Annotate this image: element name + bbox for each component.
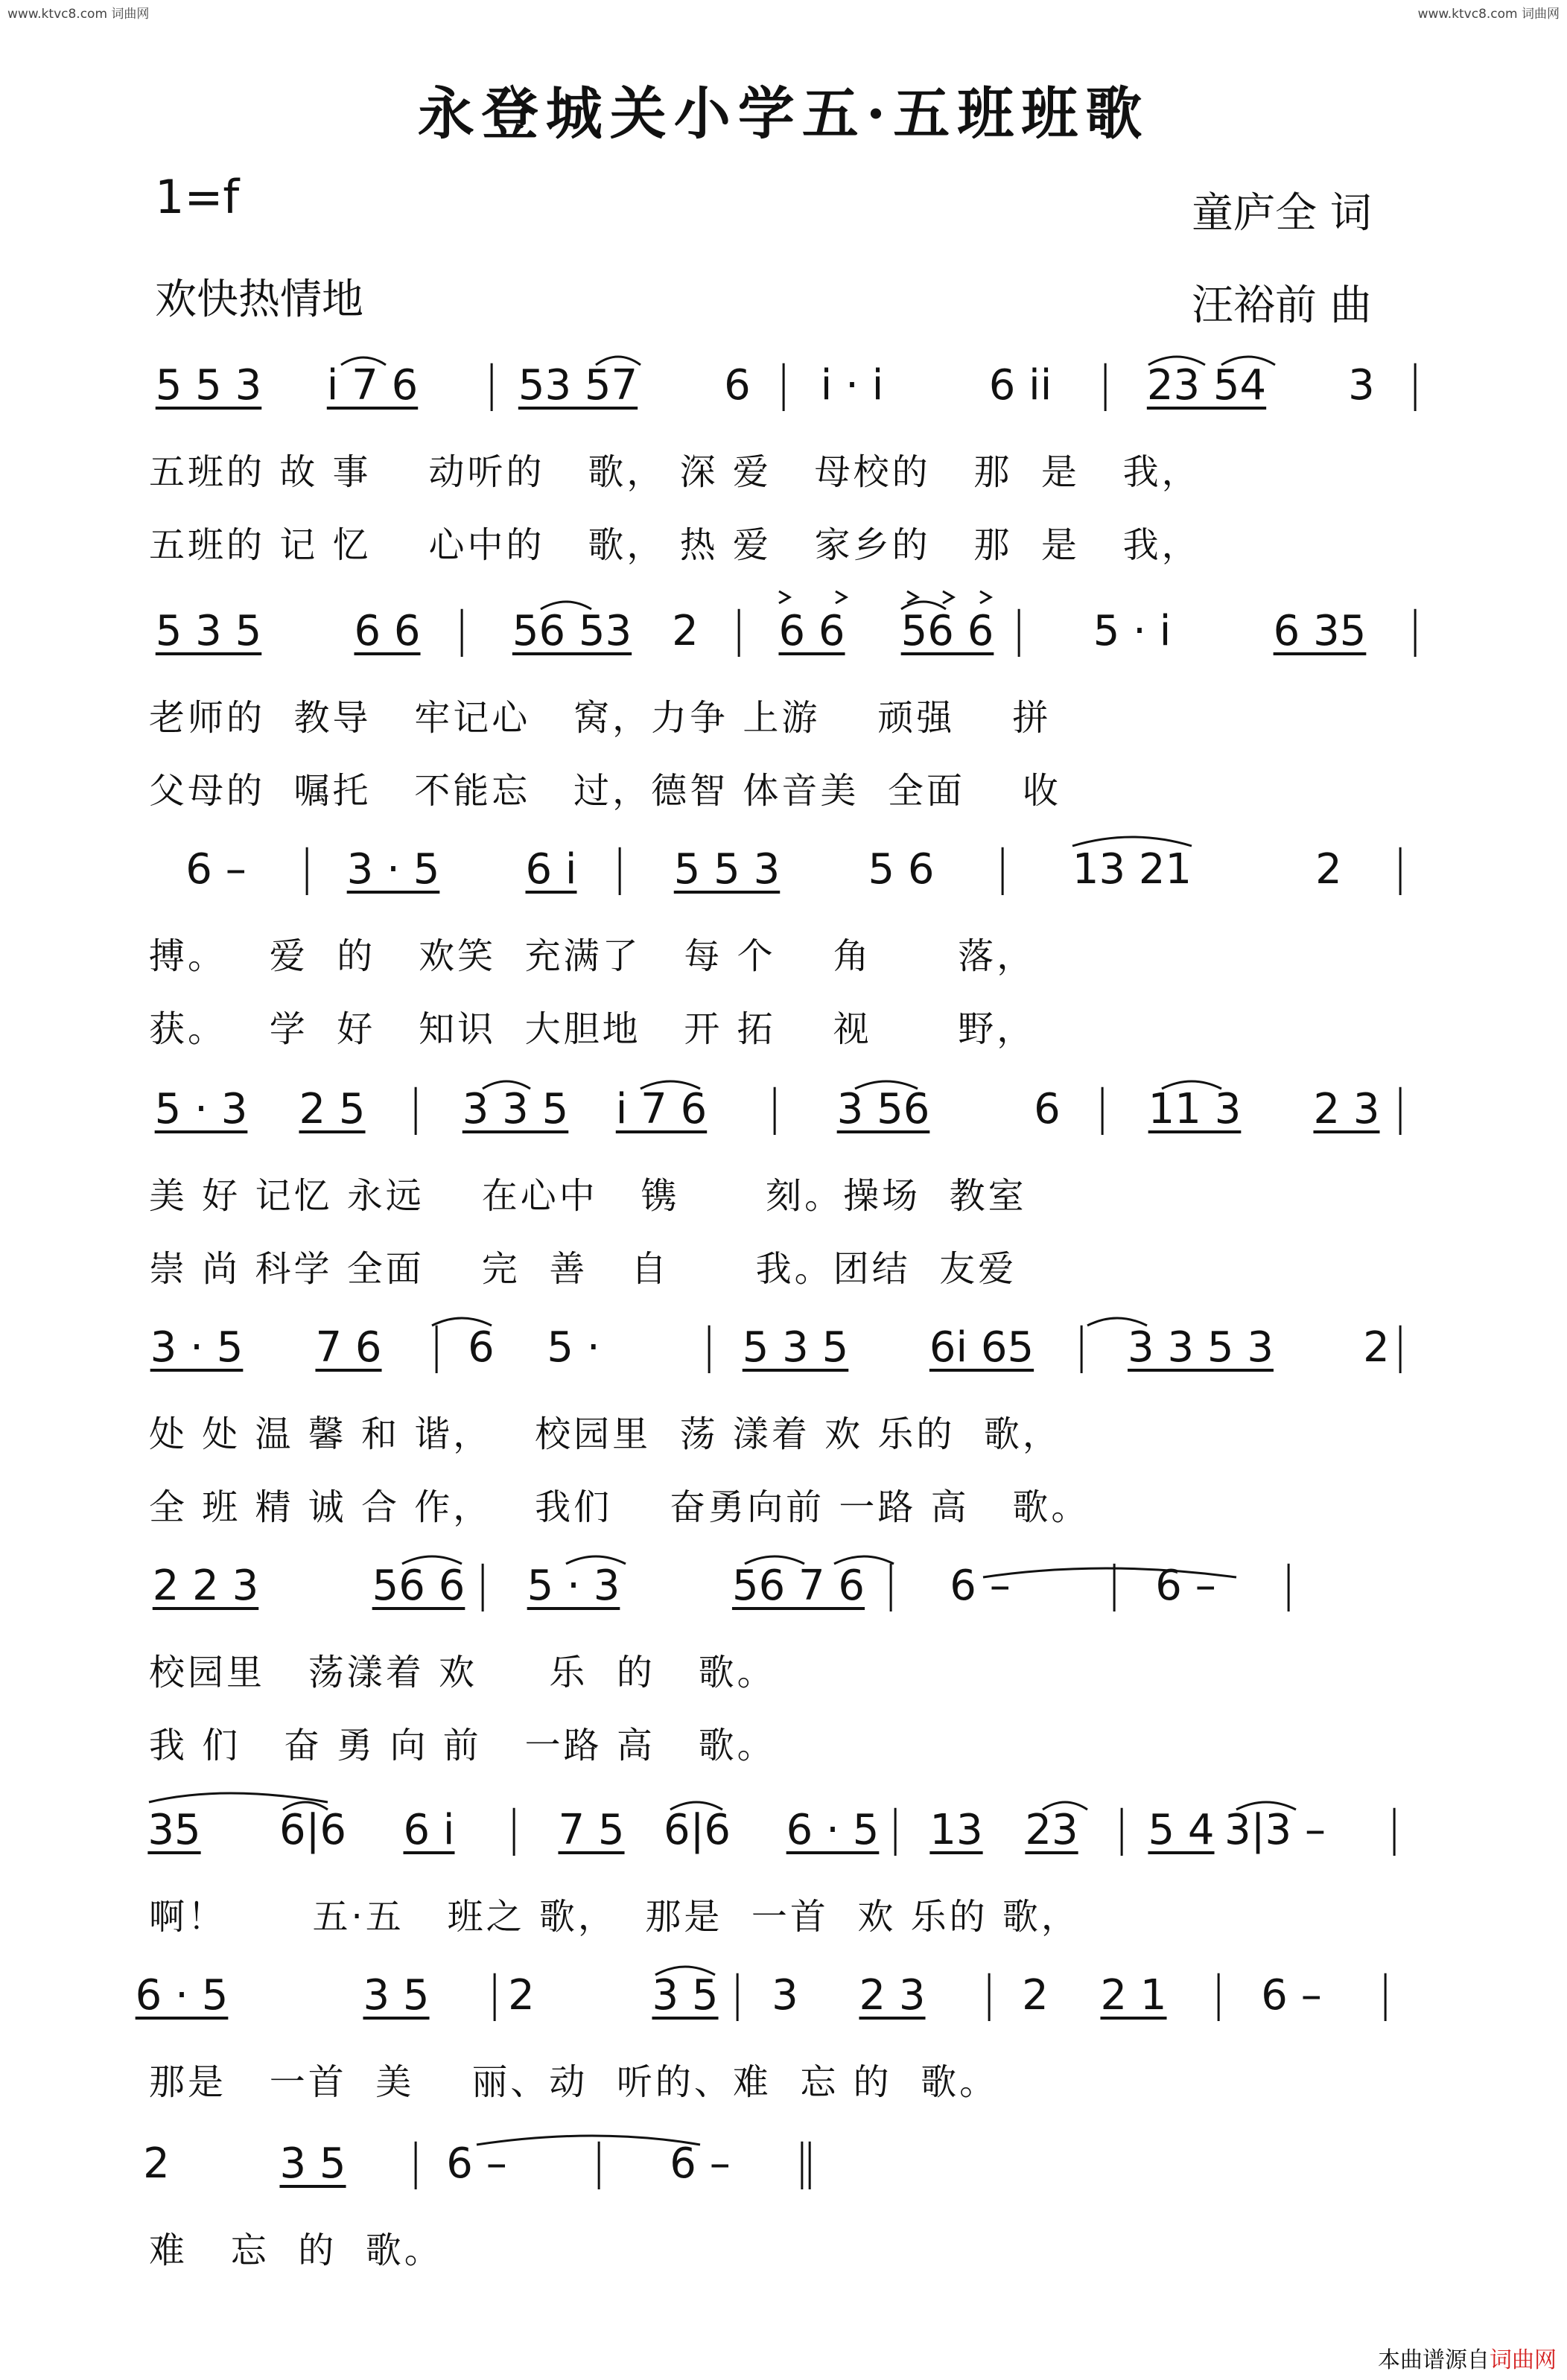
note-group: 5 4 xyxy=(1148,1806,1215,1854)
barline: | xyxy=(729,1967,746,2022)
footer-prefix: 本曲谱源自 xyxy=(1378,2347,1490,2373)
note-group: 3 5 xyxy=(652,1971,719,2020)
song-title: 永登城关小学五·五班班歌 xyxy=(417,80,1150,147)
note-group: 6|6 xyxy=(663,1806,731,1854)
note-group: 5 5 3 xyxy=(673,845,781,894)
barline: | xyxy=(611,841,628,896)
lyric-line-8-1: 那是 一首 美 丽、动 听的、难 忘 的 歌。 xyxy=(149,2061,999,2103)
barline: | xyxy=(1407,357,1423,412)
note-group: 2 xyxy=(143,2139,170,2188)
lyric-line-4-2: 崇 尚 科学 全面 完 善 自 我。团结 友爱 xyxy=(149,1248,1017,1290)
key-signature: 1=f xyxy=(155,170,240,224)
barline: | xyxy=(1392,1081,1408,1136)
barline: | xyxy=(506,1801,522,1856)
note-group: 6 – xyxy=(185,845,247,894)
note-group: i 7 6 xyxy=(615,1085,708,1133)
barline: | xyxy=(407,2135,424,2190)
note-group: 5 3 5 xyxy=(155,607,262,655)
note-group: 5 · 3 xyxy=(527,1562,620,1610)
barline: | xyxy=(1392,1319,1408,1374)
barline: | xyxy=(883,1557,899,1612)
note-group: 5 6 xyxy=(868,845,935,894)
lyric-line-6-2: 我 们 奋 勇 向 前 一路 高 歌。 xyxy=(149,1725,776,1766)
barline: | xyxy=(1097,357,1113,412)
note-group: i 7 6 xyxy=(326,361,419,410)
note-group: 13 xyxy=(929,1806,983,1854)
note-group: 2 xyxy=(1022,1971,1049,2020)
barline: | xyxy=(1280,1557,1297,1612)
note-group: 5 · xyxy=(547,1323,600,1372)
lyric-line-5-1: 处 处 温 馨 和 谐， 校园里 荡 漾着 欢 乐的 歌， xyxy=(149,1413,1061,1455)
note-group: 2 xyxy=(508,1971,535,2020)
barline: ‖ xyxy=(794,2135,818,2190)
lyric-line-4-1: 美 好 记忆 永远 在心中 镌 刻。操场 教室 xyxy=(149,1175,1027,1217)
note-group: 6i 65 xyxy=(929,1323,1034,1372)
note-group: 6 – xyxy=(1155,1562,1216,1610)
note-group: 6 – xyxy=(1261,1971,1322,2020)
barline: | xyxy=(454,602,470,658)
note-group: 3 xyxy=(1348,361,1375,410)
note-group: 23 54 xyxy=(1146,361,1267,410)
lyric-line-3-2: 获。 学 好 知识 大胆地 开 拓 视 野， xyxy=(149,1008,1036,1050)
note-group: 13 21 xyxy=(1072,845,1192,894)
note-group: 56 6 xyxy=(900,607,994,655)
note-group: 6 i xyxy=(403,1806,455,1854)
barline: | xyxy=(486,1967,503,2022)
note-group: 6 ii xyxy=(988,361,1052,410)
barline: | xyxy=(775,357,792,412)
tempo-marking: 欢快热情地 xyxy=(155,276,363,324)
note-group: 3 56 xyxy=(836,1085,930,1133)
note-group: 6 – xyxy=(446,2139,507,2188)
note-group: 3|3 – xyxy=(1224,1806,1326,1854)
lyric-line-5-2: 全 班 精 诚 合 作， 我们 奋勇向前 一路 高 歌。 xyxy=(149,1486,1090,1528)
lyric-line-9-1: 难 忘 的 歌。 xyxy=(149,2230,443,2271)
lyric-line-2-2: 父母的 嘱托 不能忘 过，德智 体音美 全面 收 xyxy=(149,770,1061,812)
composer-credit: 汪裕前 曲 xyxy=(1192,281,1372,330)
lyric-line-7-1: 啊！ 五·五 班之 歌， 那是 一首 欢 乐的 歌， xyxy=(149,1896,1080,1938)
lyric-line-2-1: 老师的 教导 牢记心 窝，力争 上游 顽强 拼 xyxy=(149,697,1052,739)
note-group: 6 – xyxy=(950,1562,1011,1610)
note-group: 3 xyxy=(772,1971,798,2020)
note-group: 2 1 xyxy=(1100,1971,1167,2020)
note-group: 7 5 xyxy=(558,1806,625,1854)
footer-site-link[interactable]: 词曲网 xyxy=(1490,2347,1557,2373)
barline: | xyxy=(994,841,1011,896)
note-group: 2 xyxy=(672,607,699,655)
barline: | xyxy=(299,841,315,896)
barline: | xyxy=(1210,1967,1227,2022)
barline: | xyxy=(483,357,500,412)
note-group: 6 · 5 xyxy=(135,1971,229,2020)
barline: | xyxy=(731,602,747,658)
barline: | xyxy=(1113,1801,1130,1856)
barline: | xyxy=(701,1319,717,1374)
source-footer xyxy=(1378,2341,1557,2374)
lyric-line-6-1: 校园里 荡漾着 欢 乐 的 歌。 xyxy=(149,1652,776,1693)
barline: | xyxy=(1407,602,1423,658)
barline: | xyxy=(1106,1557,1122,1612)
barline: | xyxy=(474,1557,491,1612)
note-group: 3 5 xyxy=(279,2139,346,2188)
note-group: 5 · 3 xyxy=(154,1085,248,1133)
barline: | xyxy=(1377,1967,1393,2022)
note-group: 5 3 5 xyxy=(742,1323,849,1372)
note-group: 3 3 5 xyxy=(462,1085,569,1133)
note-group: 6 6 xyxy=(778,607,845,655)
barline: | xyxy=(1386,1801,1402,1856)
note-group: 2 xyxy=(1363,1323,1390,1372)
note-group: 3 5 xyxy=(363,1971,430,2020)
lyricist-credit: 童庐全 词 xyxy=(1192,189,1372,238)
lyric-line-1-1: 五班的 故 事 动听的 歌， 深 爱 母校的 那 是 我， xyxy=(149,451,1201,493)
lyric-line-1-2: 五班的 记 忆 心中的 歌， 热 爱 家乡的 那 是 我， xyxy=(149,524,1201,566)
note-group: 6 6 xyxy=(354,607,421,655)
note-group: 6 35 xyxy=(1273,607,1367,655)
note-group: 56 7 6 xyxy=(731,1562,865,1610)
note-group: 2 xyxy=(1315,845,1342,894)
watermark-right: www.ktvc8.com 词曲网 xyxy=(1417,7,1560,22)
note-group: 3 · 5 xyxy=(150,1323,244,1372)
note-group: 6 – xyxy=(670,2139,731,2188)
note-group: 2 5 xyxy=(299,1085,366,1133)
note-group: 35 xyxy=(147,1806,201,1854)
note-group: 3 · 5 xyxy=(346,845,440,894)
note-group: 6 xyxy=(1034,1085,1061,1133)
barline: | xyxy=(1094,1081,1110,1136)
barline: | xyxy=(766,1081,783,1136)
note-group: 6 i xyxy=(525,845,577,894)
barline: | xyxy=(1011,602,1027,658)
watermark-left: www.ktvc8.com 词曲网 xyxy=(7,7,150,22)
note-group: 56 6 xyxy=(372,1562,465,1610)
note-group: 2 2 3 xyxy=(152,1562,259,1610)
note-group: 6 · 5 xyxy=(786,1806,880,1854)
barline: | xyxy=(981,1967,997,2022)
note-group: 6 xyxy=(724,361,751,410)
note-group: 5 · i xyxy=(1093,607,1172,655)
note-group: i · i xyxy=(820,361,884,410)
note-group: 53 57 xyxy=(518,361,638,410)
barline: | xyxy=(428,1319,445,1374)
barline: | xyxy=(591,2135,607,2190)
note-group: 7 6 xyxy=(315,1323,382,1372)
barline: | xyxy=(1392,841,1408,896)
note-group: 2 3 xyxy=(1313,1085,1380,1133)
note-group: 6|6 xyxy=(279,1806,347,1854)
note-group: 11 3 xyxy=(1148,1085,1242,1133)
barline: | xyxy=(1073,1319,1090,1374)
note-group: 2 3 xyxy=(859,1971,926,2020)
note-group: 3 3 5 3 xyxy=(1128,1323,1274,1372)
note-group: 5 5 3 xyxy=(155,361,262,410)
note-group: 23 xyxy=(1025,1806,1078,1854)
barline: | xyxy=(407,1081,424,1136)
note-group: 56 53 xyxy=(512,607,632,655)
lyric-line-3-1: 搏。 爱 的 欢笑 充满了 每 个 角 落， xyxy=(149,935,1036,977)
note-group: 6 xyxy=(468,1323,495,1372)
barline: | xyxy=(887,1801,903,1856)
